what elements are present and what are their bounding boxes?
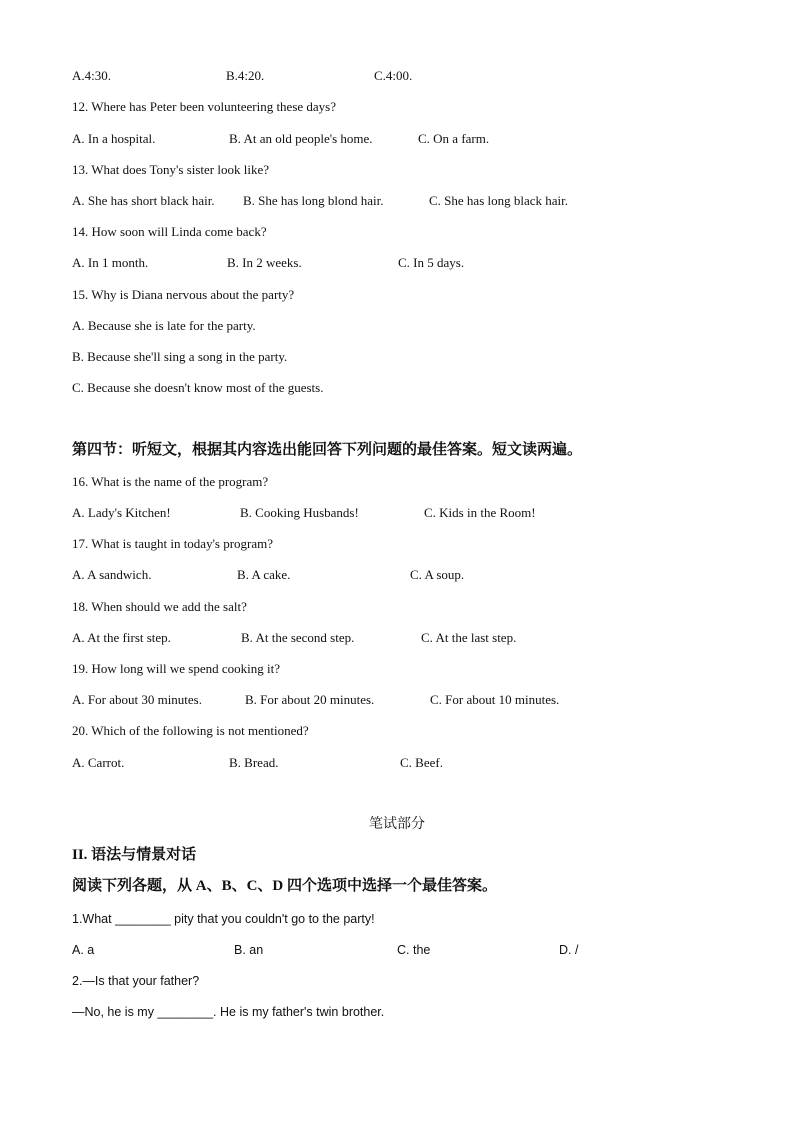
q13-option-c: C. She has long black hair. xyxy=(429,193,569,208)
q20-option-a: A. Carrot. xyxy=(72,755,125,770)
q15-option-b: B. Because she'll sing a song in the party. xyxy=(72,349,288,364)
q14-option-c: C. In 5 days. xyxy=(398,255,465,270)
g1-option-d: D. / xyxy=(559,943,579,957)
part2-instruction: 阅读下列各题，从 A、B、C、D 四个选项中选择一个最佳答案。 xyxy=(72,878,498,894)
q11-option-c: C.4:00. xyxy=(374,68,413,83)
q17-option-a: A. A sandwich. xyxy=(72,567,152,582)
q19-option-a: A. For about 30 minutes. xyxy=(72,692,202,707)
q14-option-b: B. In 2 weeks. xyxy=(227,255,302,270)
q19-question: 19. How long will we spend cooking it? xyxy=(72,661,280,676)
q12-option-a: A. In a hospital. xyxy=(72,131,156,146)
q11-option-b: B.4:20. xyxy=(226,68,265,83)
q18-option-c: C. At the last step. xyxy=(421,630,517,645)
q16-option-a: A. Lady's Kitchen! xyxy=(72,505,171,520)
g1-option-a: A. a xyxy=(72,943,95,957)
q16-option-c: C. Kids in the Room! xyxy=(424,505,536,520)
q15-option-c: C. Because she doesn't know most of the guests. xyxy=(72,380,324,395)
q19-option-b: B. For about 20 minutes. xyxy=(245,692,375,707)
q14-question: 14. How soon will Linda come back? xyxy=(72,224,267,239)
g2-line1: 2.—Is that your father? xyxy=(72,974,200,988)
q20-option-b: B. Bread. xyxy=(229,755,279,770)
q13-option-a: A. She has short black hair. xyxy=(72,193,215,208)
q17-option-b: B. A cake. xyxy=(237,567,291,582)
g1-option-b: B. an xyxy=(234,943,264,957)
q17-option-c: C. A soup. xyxy=(410,567,465,582)
q15-question: 15. Why is Diana nervous about the party? xyxy=(72,287,295,302)
q11-option-a: A.4:30. xyxy=(72,68,111,83)
g2-line2: —No, he is my ________. He is my father's twin brother. xyxy=(72,1005,385,1019)
g1-question: 1.What ________ pity that you couldn't go to the party! xyxy=(72,912,375,926)
q18-question: 18. When should we add the salt? xyxy=(72,599,247,614)
q15-option-a: A. Because she is late for the party. xyxy=(72,318,256,333)
q12-option-b: B. At an old people's home. xyxy=(229,131,373,146)
q16-question: 16. What is the name of the program? xyxy=(72,474,269,489)
q12-option-c: C. On a farm. xyxy=(418,131,490,146)
q18-option-a: A. At the first step. xyxy=(72,630,171,645)
q13-option-b: B. She has long blond hair. xyxy=(243,193,384,208)
q12-question: 12. Where has Peter been volunteering these days? xyxy=(72,99,336,114)
part2-heading: II. 语法与情景对话 xyxy=(72,847,197,863)
q20-question: 20. Which of the following is not mentioned? xyxy=(72,723,309,738)
q14-option-a: A. In 1 month. xyxy=(72,255,149,270)
q13-question: 13. What does Tony's sister look like? xyxy=(72,162,270,177)
q19-option-c: C. For about 10 minutes. xyxy=(430,692,560,707)
q18-option-b: B. At the second step. xyxy=(241,630,355,645)
written-part-title: 笔试部分 xyxy=(369,817,425,832)
g1-option-c: C. the xyxy=(397,943,431,957)
section4-heading: 第四节：听短文，根据其内容选出能回答下列问题的最佳答案。短文读两遍。 xyxy=(72,442,583,458)
q16-option-b: B. Cooking Husbands! xyxy=(240,505,359,520)
q17-question: 17. What is taught in today's program? xyxy=(72,536,274,551)
q20-option-c: C. Beef. xyxy=(400,755,443,770)
